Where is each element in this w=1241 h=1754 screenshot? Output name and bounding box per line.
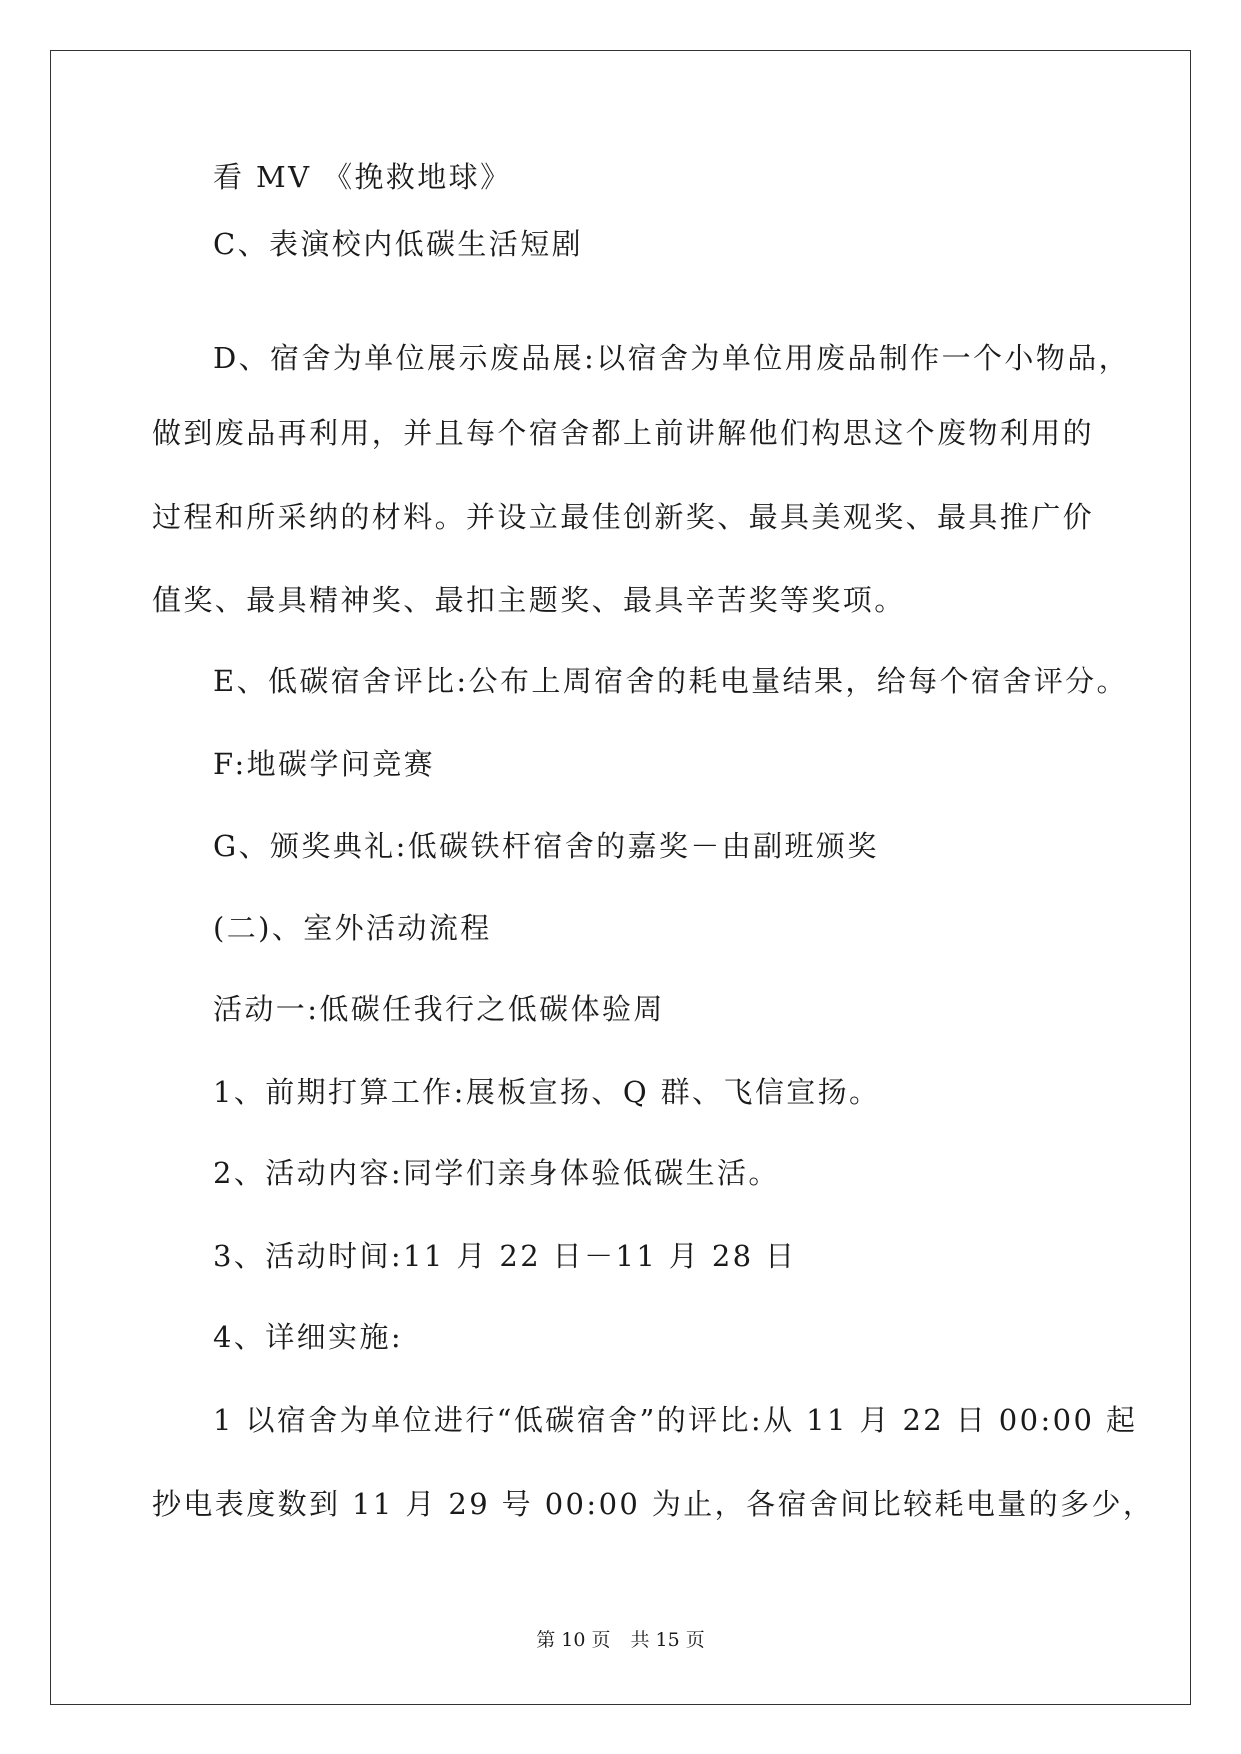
text-line: G、颁奖典礼:低碳铁杆宿舍的嘉奖－由副班颁奖 bbox=[213, 829, 879, 863]
text-line: 1、前期打算工作:展板宣扬、Q 群、飞信宣扬。 bbox=[213, 1075, 881, 1109]
text-line: 抄电表度数到 11 月 29 号 00:00 为止，各宿舍间比较耗电量的多少， bbox=[152, 1487, 1155, 1521]
page-number: 第 10 页 bbox=[536, 1629, 611, 1651]
text-line: 过程和所采纳的材料。并设立最佳创新奖、最具美观奖、最具推广价 bbox=[152, 500, 1095, 534]
text-line: D、宿舍为单位展示废品展:以宿舍为单位用废品制作一个小物品， bbox=[213, 341, 1131, 375]
text-line: E、低碳宿舍评比:公布上周宿舍的耗电量结果，给每个宿舍评分。 bbox=[213, 664, 1128, 698]
page-footer bbox=[0, 1628, 1241, 1652]
text-line: C、表演校内低碳生活短剧 bbox=[213, 227, 583, 261]
text-line: 1 以宿舍为单位进行“低碳宿舍”的评比:从 11 月 22 日 00:00 起 bbox=[213, 1403, 1138, 1437]
text-line: 值奖、最具精神奖、最扣主题奖、最具辛苦奖等奖项。 bbox=[152, 583, 906, 617]
page-border bbox=[50, 50, 1191, 1705]
page-total: 共 15 页 bbox=[630, 1629, 705, 1651]
text-line: 做到废品再利用，并且每个宿舍都上前讲解他们构思这个废物利用的 bbox=[152, 416, 1095, 450]
text-line: F:地碳学问竞赛 bbox=[213, 747, 436, 781]
text-line: 看 MV 《挽救地球》 bbox=[213, 160, 512, 194]
text-line: 3、活动时间:11 月 22 日－11 月 28 日 bbox=[213, 1239, 797, 1273]
text-line: 4、详细实施: bbox=[213, 1320, 404, 1354]
text-line: 活动一:低碳任我行之低碳体验周 bbox=[213, 992, 665, 1026]
text-line: (二)、室外活动流程 bbox=[213, 911, 492, 945]
text-line: 2、活动内容:同学们亲身体验低碳生活。 bbox=[213, 1156, 780, 1190]
